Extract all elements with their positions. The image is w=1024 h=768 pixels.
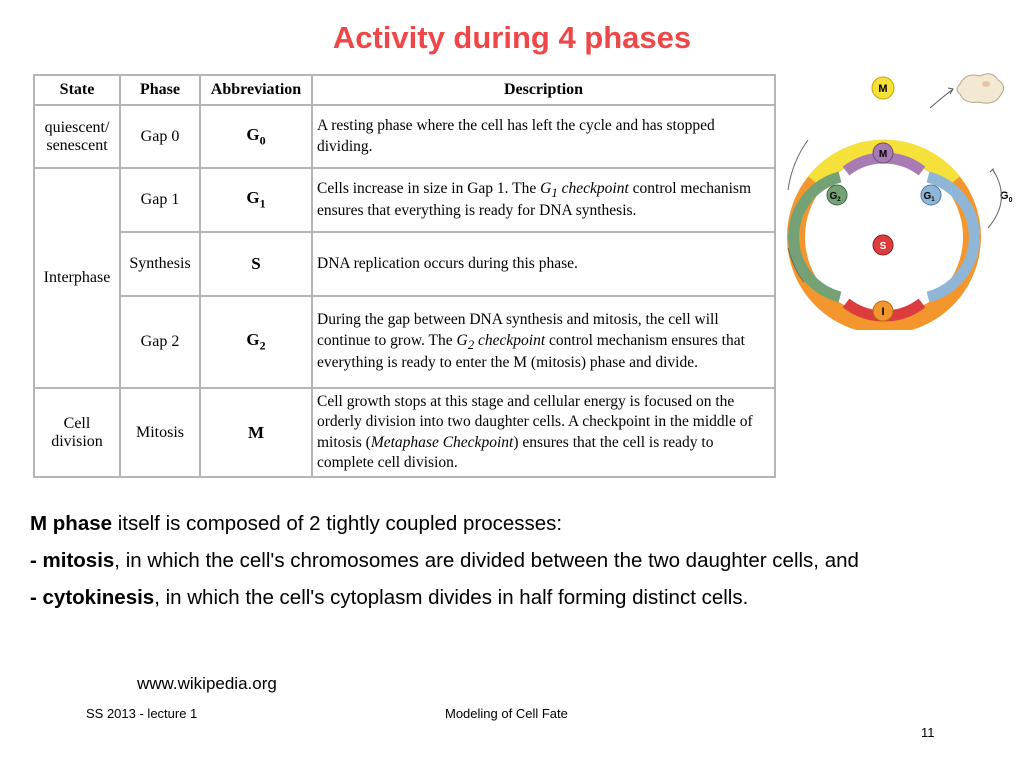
cell-cycle-diagram: [780, 70, 1020, 330]
body-line-3: - cytokinesis, in which the cell's cytoplasm divides in half forming distinct cells.: [30, 586, 749, 609]
description-cell: Cells increase in size in Gap 1. The $G_1$ checkpoint control mechanism ensures that everything is ready for DNA synthesis.: [312, 168, 775, 232]
g1-label: $G_1$: [923, 191, 935, 203]
g2-label: $G_2$: [829, 191, 841, 203]
phase-cell: Gap 1: [120, 168, 200, 232]
state-cell: Cell division: [34, 388, 120, 477]
header-description: Description: [312, 75, 775, 105]
arrowhead-icon: [990, 169, 995, 174]
body-line-1: M phase itself is composed of 2 tightly coupled processes:: [30, 512, 563, 535]
table-header-row: [34, 75, 775, 105]
abbreviation-cell: $G_0$: [200, 105, 312, 168]
phases-table: [33, 74, 776, 478]
source-link[interactable]: www.wikipedia.org: [137, 674, 277, 693]
table-row: [34, 105, 775, 168]
footer-lecture: SS 2013 - lecture 1: [86, 706, 198, 721]
m-outer-label: M: [878, 83, 888, 95]
header-phase: Phase: [120, 75, 200, 105]
description-cell: Cell growth stops at this stage and cellular energy is focused on the orderly division into two daughter cells. A checkpoint in the middle of mitosis (Metaphase Checkpoint) ensures that the cell is ready to complete cell division.: [312, 388, 775, 477]
abbreviation-cell: M: [200, 388, 312, 477]
page-number: 11: [921, 725, 935, 740]
body-line-2: - mitosis, in which the cell's chromosomes are divided between the two daughter cells, and: [30, 549, 859, 572]
description-cell: A resting phase where the cell has left the cycle and has stopped dividing.: [312, 105, 775, 168]
table-row: [34, 232, 775, 296]
table-row: [34, 388, 775, 477]
table-row: [34, 296, 775, 388]
abbreviation-cell: S: [200, 232, 312, 296]
slide-title: Activity during 4 phases: [332, 20, 692, 55]
phase-cell: Mitosis: [120, 388, 200, 477]
s-inner-label: S: [879, 241, 887, 252]
daughter-cell-icon: [957, 74, 1004, 103]
i-outer-label: I: [881, 306, 885, 318]
body-text: [30, 505, 990, 616]
phase-cell: Synthesis: [120, 232, 200, 296]
footer-title: Modeling of Cell Fate: [445, 706, 568, 721]
table-row: [34, 168, 775, 232]
state-cell: quiescent/ senescent: [34, 105, 120, 168]
g0-label: $G_0$: [1000, 190, 1013, 204]
header-abbreviation: Abbreviation: [200, 75, 312, 105]
abbreviation-cell: $G_2$: [200, 296, 312, 388]
description-cell: During the gap between DNA synthesis and mitosis, the cell will continue to grow. The $G_2$ checkpoint control mechanism ensures that everything is ready to enter the M (mitosis) phase and divide.: [312, 296, 775, 388]
m-inner-label: M: [878, 149, 888, 160]
nucleus-icon: [982, 81, 990, 87]
phase-cell: Gap 2: [120, 296, 200, 388]
arrow-to-daughter-cell-icon: [930, 90, 952, 108]
state-cell: Interphase: [34, 168, 120, 388]
header-state: State: [34, 75, 120, 105]
abbreviation-cell: $G_1$: [200, 168, 312, 232]
phase-cell: Gap 0: [120, 105, 200, 168]
description-cell: DNA replication occurs during this phase.: [312, 232, 775, 296]
